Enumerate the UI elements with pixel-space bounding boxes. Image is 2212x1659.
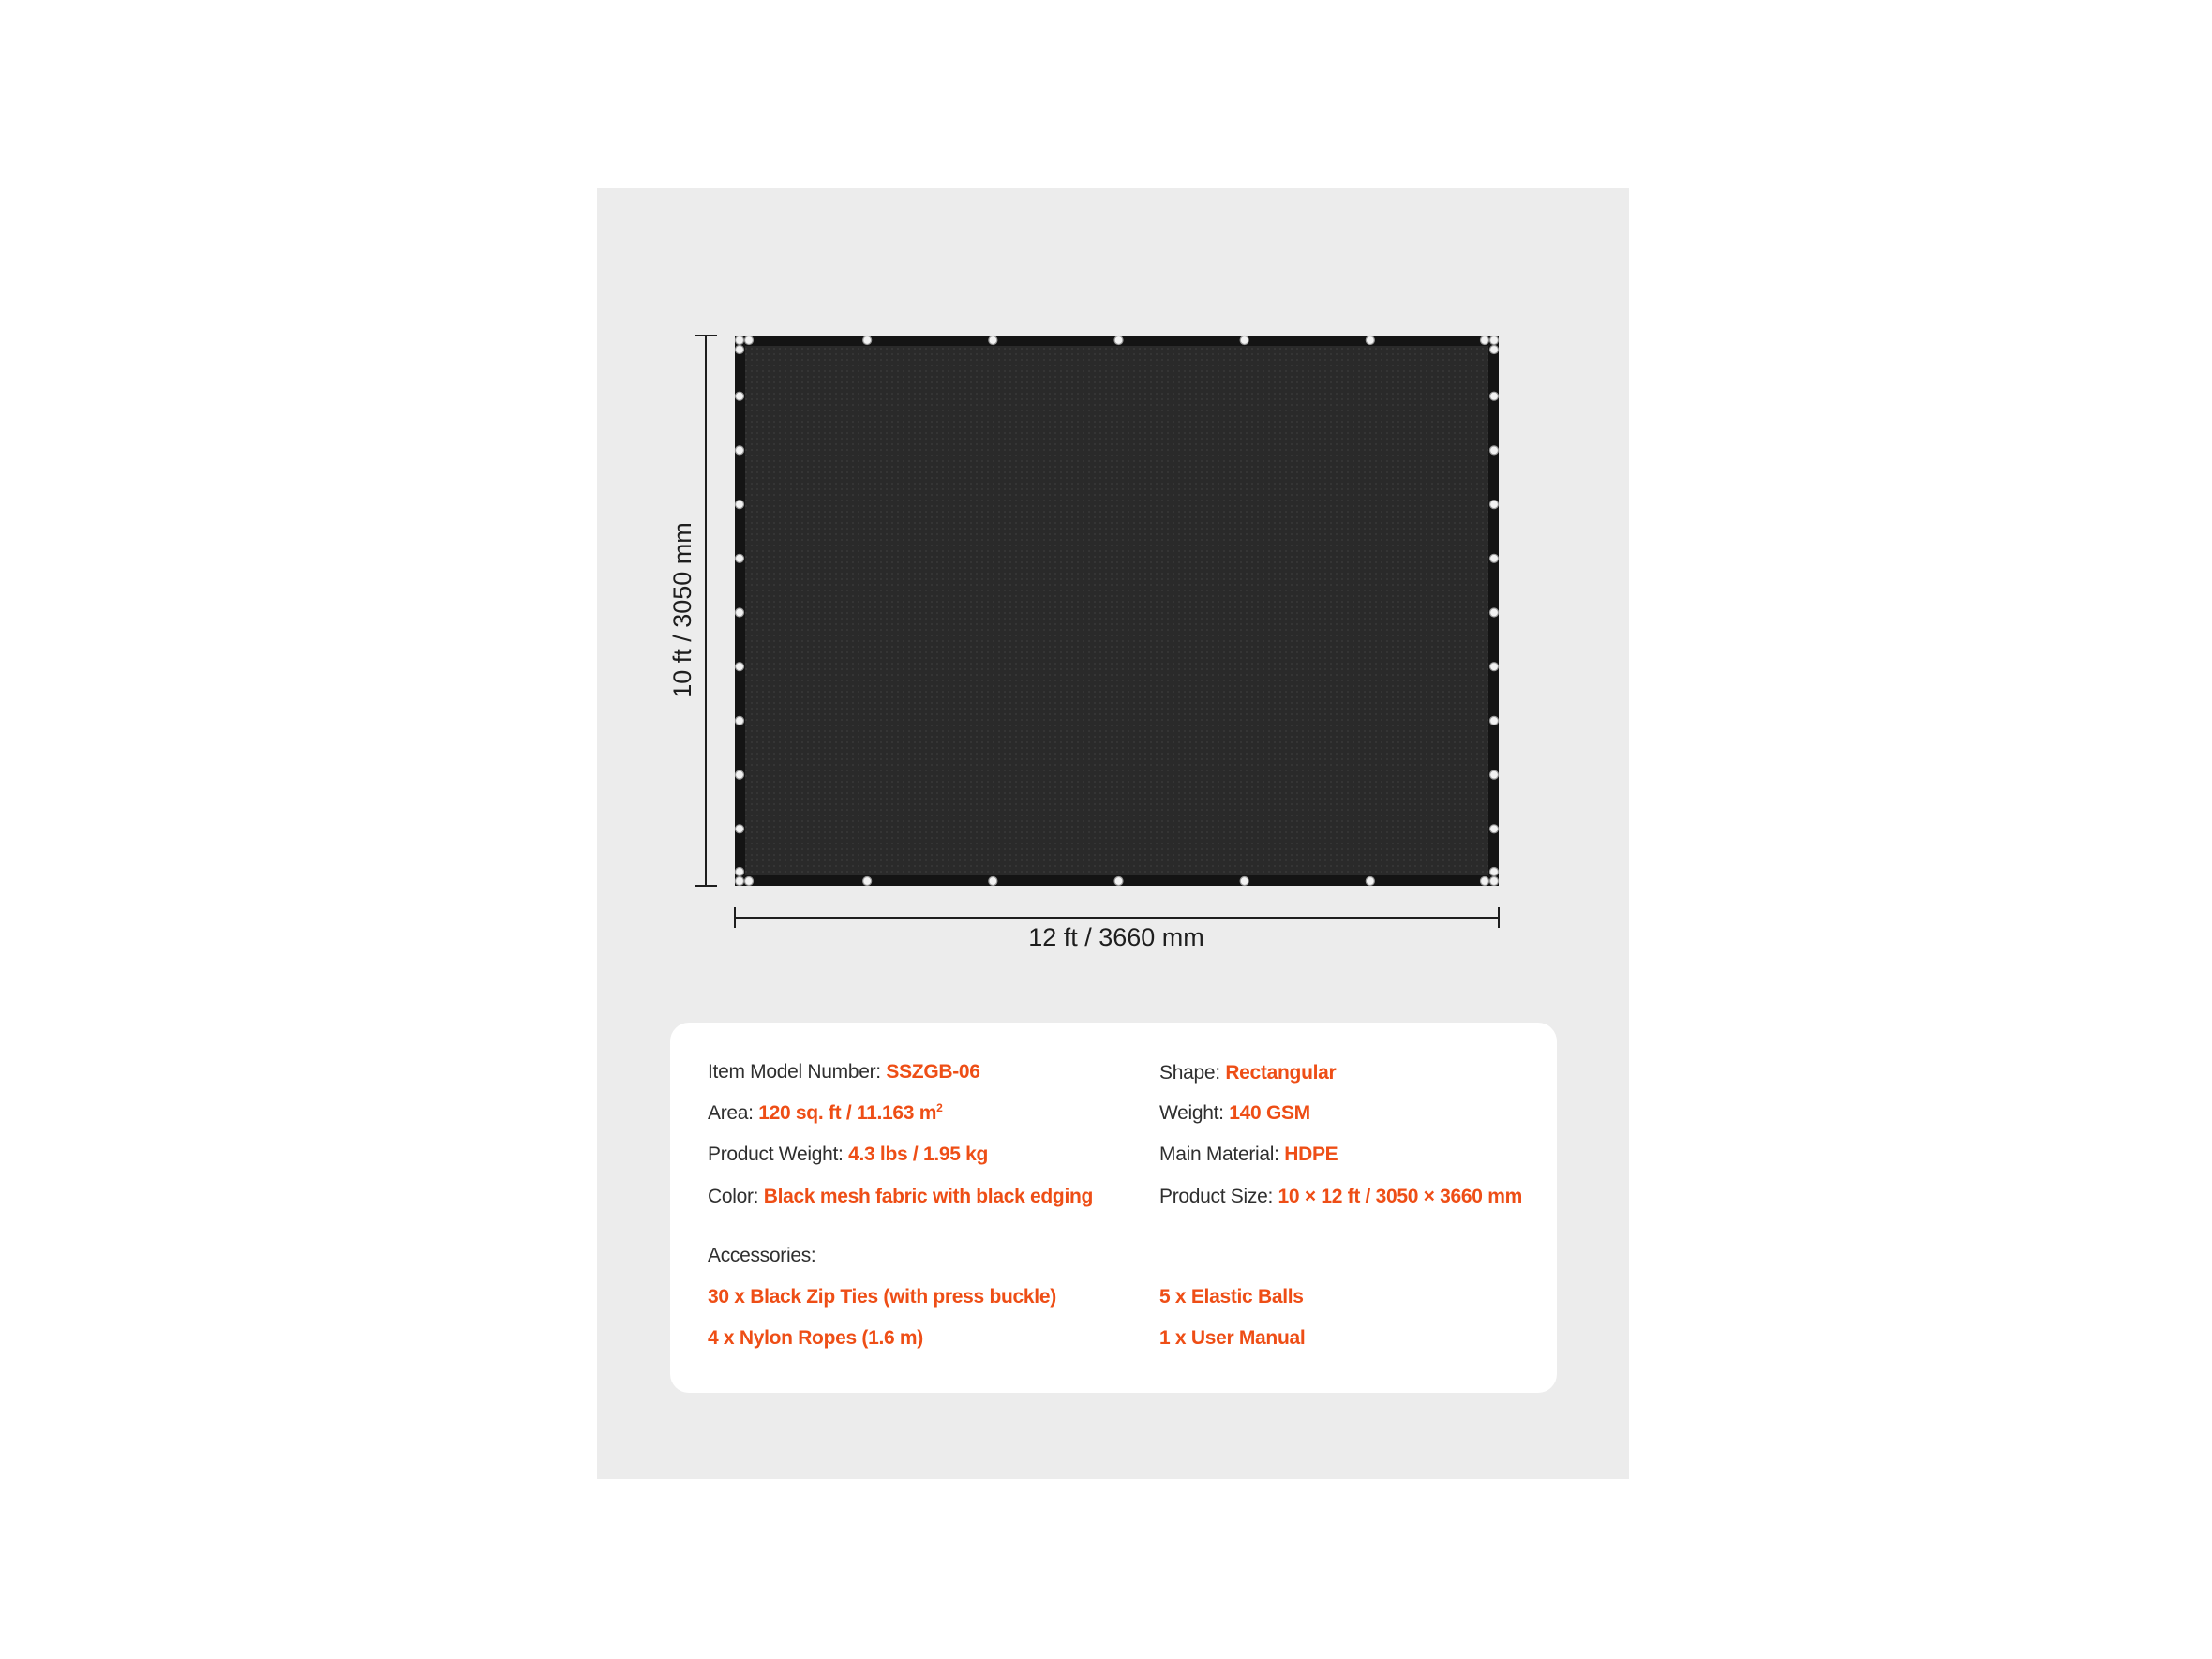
grommet bbox=[1490, 663, 1499, 671]
spec-model-label: Item Model Number: bbox=[708, 1061, 881, 1083]
grommet bbox=[745, 336, 754, 345]
spec-material bbox=[1159, 1144, 1338, 1164]
grommet bbox=[863, 877, 872, 886]
grommet bbox=[736, 554, 744, 562]
grommet bbox=[736, 825, 744, 833]
grommet bbox=[1490, 392, 1499, 400]
accessory-item: 1 x User Manual bbox=[1159, 1327, 1306, 1349]
spec-model-value: SSZGB-06 bbox=[886, 1061, 980, 1083]
grommet bbox=[736, 336, 744, 345]
grommet bbox=[736, 501, 744, 509]
grommet bbox=[736, 346, 744, 354]
grommet bbox=[1366, 336, 1374, 345]
spec-size bbox=[1159, 1187, 1522, 1206]
shade-cloth-diagram bbox=[597, 188, 1629, 1013]
spec-color bbox=[708, 1187, 1093, 1206]
grommet bbox=[736, 392, 744, 400]
spec-shape-label: Shape: bbox=[1159, 1062, 1220, 1084]
spec-area bbox=[708, 1103, 942, 1123]
grommet bbox=[1114, 336, 1123, 345]
grommet bbox=[736, 770, 744, 779]
spec-size-label: Product Size: bbox=[1159, 1186, 1273, 1207]
grommet bbox=[736, 446, 744, 455]
grommet bbox=[1240, 877, 1248, 886]
mesh-fabric bbox=[745, 346, 1488, 875]
spec-gsm bbox=[1159, 1103, 1310, 1123]
grommet bbox=[1490, 868, 1499, 876]
spec-model bbox=[708, 1062, 980, 1082]
grommet bbox=[1490, 446, 1499, 455]
spec-size-value: 10 × 12 ft / 3050 × 3660 mm bbox=[1278, 1186, 1522, 1207]
grommet bbox=[736, 663, 744, 671]
grommet bbox=[1490, 346, 1499, 354]
grommet bbox=[1490, 825, 1499, 833]
spec-card bbox=[670, 1023, 1557, 1393]
height-dimension bbox=[695, 336, 717, 886]
accessory-item: 30 x Black Zip Ties (with press buckle) bbox=[708, 1286, 1056, 1308]
spec-weight-value: 4.3 lbs / 1.95 kg bbox=[848, 1143, 989, 1165]
spec-area-label: Area: bbox=[708, 1102, 754, 1124]
grommet bbox=[736, 877, 744, 886]
spec-gsm-value: 140 GSM bbox=[1229, 1102, 1310, 1124]
grommet bbox=[1490, 716, 1499, 725]
grommet bbox=[989, 336, 997, 345]
grommet bbox=[1490, 877, 1499, 886]
grommet bbox=[1490, 770, 1499, 779]
product-panel bbox=[597, 188, 1629, 1479]
spec-color-value: Black mesh fabric with black edging bbox=[763, 1186, 1094, 1207]
spec-color-label: Color: bbox=[708, 1186, 759, 1207]
height-label: 10 ft / 3050 mm bbox=[668, 522, 696, 698]
spec-area-number: 120 sq. ft / 11.163 m bbox=[758, 1102, 937, 1124]
grommet bbox=[745, 877, 754, 886]
grommet bbox=[736, 868, 744, 876]
spec-gsm-label: Weight: bbox=[1159, 1102, 1224, 1124]
accessory-item: 5 x Elastic Balls bbox=[1159, 1286, 1304, 1308]
accessories-heading: Accessories: bbox=[708, 1245, 816, 1266]
spec-weight-label: Product Weight: bbox=[708, 1143, 844, 1165]
grommet bbox=[1366, 877, 1374, 886]
accessory-item: 4 x Nylon Ropes (1.6 m) bbox=[708, 1327, 923, 1349]
spec-shape-value: Rectangular bbox=[1225, 1062, 1337, 1084]
width-label: 12 ft / 3660 mm bbox=[1028, 923, 1204, 951]
grommet bbox=[1490, 336, 1499, 345]
spec-area-value bbox=[758, 1102, 942, 1124]
grommet bbox=[1114, 877, 1123, 886]
grommet bbox=[1481, 336, 1489, 345]
grommet bbox=[863, 336, 872, 345]
spec-material-value: HDPE bbox=[1284, 1143, 1338, 1165]
grommet bbox=[1240, 336, 1248, 345]
grommet bbox=[736, 608, 744, 617]
spec-shape bbox=[1159, 1063, 1336, 1083]
grommet bbox=[736, 716, 744, 725]
spec-weight bbox=[708, 1144, 988, 1164]
grommet bbox=[1490, 608, 1499, 617]
grommet bbox=[989, 877, 997, 886]
grommet bbox=[1490, 554, 1499, 562]
spec-area-sup: 2 bbox=[936, 1101, 943, 1114]
grommet bbox=[1481, 877, 1489, 886]
grommet bbox=[1490, 501, 1499, 509]
spec-material-label: Main Material: bbox=[1159, 1143, 1279, 1165]
